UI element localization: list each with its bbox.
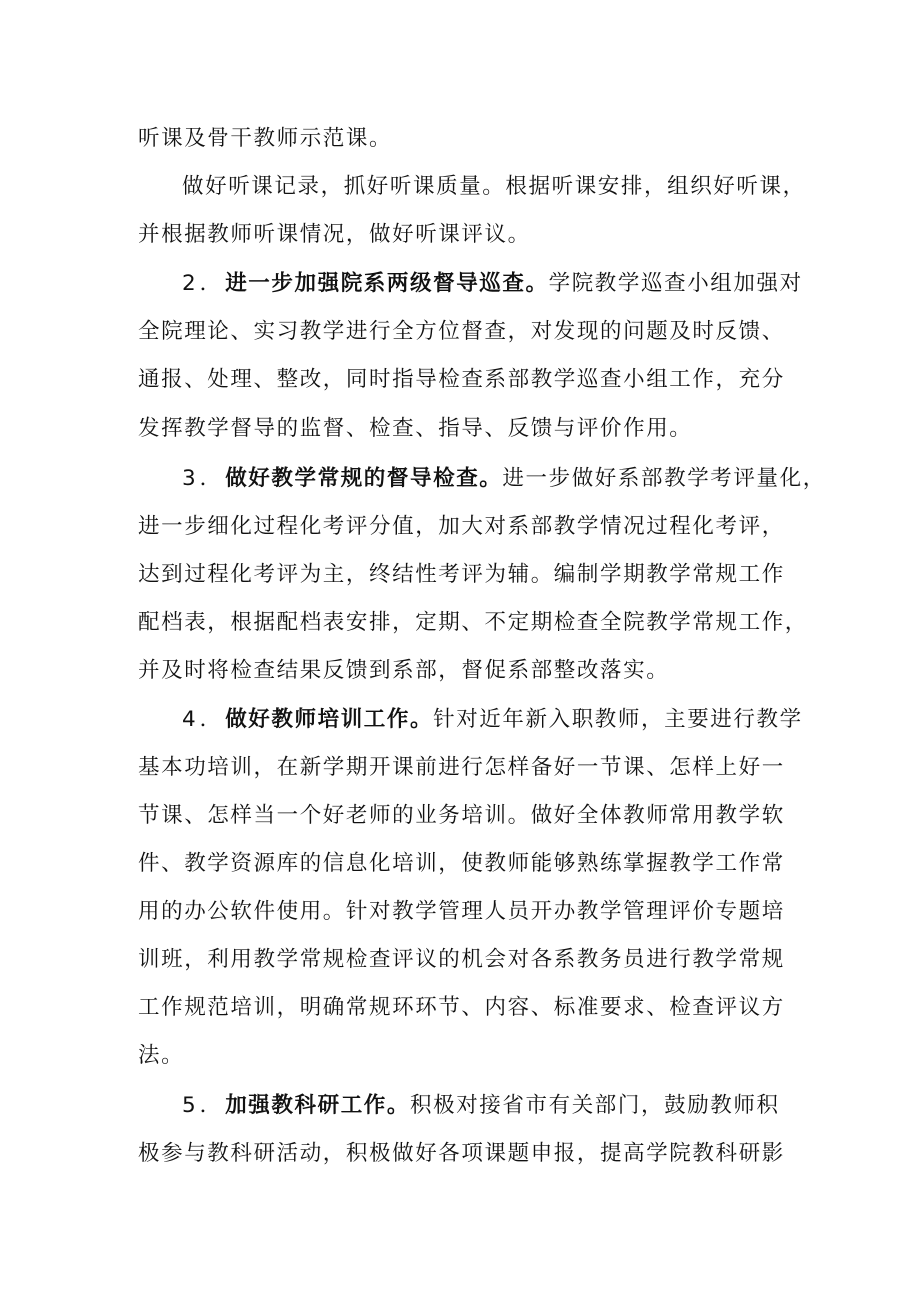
section-number: 5．	[182, 1093, 226, 1118]
section-heading: 做好教师培训工作。	[225, 707, 434, 732]
line-text: 用的办公软件使用。针对教学管理人员开办教学管理评价专题培	[138, 899, 785, 924]
line-text: 极参与教科研活动，积极做好各项课题申报，提高学院教科研影	[138, 1141, 785, 1166]
text-line	[138, 844, 798, 884]
line-text: 积极对接省市有关部门，鼓励教师积	[410, 1093, 780, 1118]
line-text: 配档表，根据配档表安排，定期、不定期检查全院教学常规工作，	[138, 610, 808, 635]
line-text: 听课及骨干教师示范课。	[138, 126, 393, 151]
text-line	[138, 507, 798, 547]
line-text: 进一步细化过程化考评分值，加大对系部教学情况过程化考评，	[138, 514, 785, 539]
text-line	[138, 312, 798, 352]
line-text: 学院教学巡查小组加强对	[548, 271, 803, 296]
section-heading-line	[182, 700, 803, 740]
text-line	[138, 940, 798, 980]
text-line	[138, 651, 798, 691]
line-text: 通报、处理、整改，同时指导检查系部教学巡查小组工作，充分	[138, 367, 785, 392]
text-line	[138, 215, 798, 255]
text-line	[138, 555, 798, 595]
text-line	[138, 892, 798, 932]
text-line	[138, 360, 798, 400]
line-text: 全院理论、实习教学进行全方位督查，对发现的问题及时反馈、	[138, 319, 785, 344]
line-text: 进一步做好系部教学考评量化，	[502, 466, 826, 491]
section-heading: 加强教科研工作。	[225, 1093, 410, 1118]
line-text: 训班，利用教学常规检查评议的机会对各系教务员进行教学常规	[138, 947, 785, 972]
section-number: 3．	[182, 466, 226, 491]
text-line	[138, 119, 798, 159]
line-text: 发挥教学督导的监督、检查、指导、反馈与评价作用。	[138, 416, 693, 441]
text-line	[138, 796, 798, 836]
section-number: 4．	[182, 707, 226, 732]
line-text: 节课、怎样当一个好老师的业务培训。做好全体教师常用教学软	[138, 803, 785, 828]
text-line	[138, 409, 798, 449]
text-line	[138, 603, 808, 643]
text-line	[138, 988, 798, 1028]
line-text: 并及时将检查结果反馈到系部，督促系部整改落实。	[138, 658, 670, 683]
section-heading-line	[182, 459, 826, 499]
text-line	[182, 167, 806, 207]
section-heading-line	[182, 1086, 798, 1126]
text-line	[138, 748, 798, 788]
text-line	[138, 1036, 798, 1076]
section-heading: 做好教学常规的督导检查。	[225, 466, 503, 491]
line-text: 工作规范培训，明确常规环环节、内容、标准要求、检查评议方	[138, 995, 785, 1020]
line-text: 并根据教师听课情况，做好听课评议。	[138, 222, 531, 247]
line-text: 达到过程化考评为主，终结性考评为辅。编制学期教学常规工作	[138, 562, 785, 587]
section-heading-line	[182, 264, 803, 304]
line-text: 件、教学资源库的信息化培训，使教师能够熟练掌握教学工作常	[138, 851, 785, 876]
line-text: 做好听课记录，抓好听课质量。根据听课安排，组织好听课，	[182, 174, 806, 199]
section-heading: 进一步加强院系两级督导巡查。	[225, 271, 549, 296]
line-text: 针对近年新入职教师，主要进行教学	[433, 707, 803, 732]
line-text: 法。	[138, 1043, 185, 1068]
line-text: 基本功培训，在新学期开课前进行怎样备好一节课、怎样上好一	[138, 755, 785, 780]
section-number: 2．	[182, 271, 226, 296]
text-line	[138, 1134, 798, 1174]
